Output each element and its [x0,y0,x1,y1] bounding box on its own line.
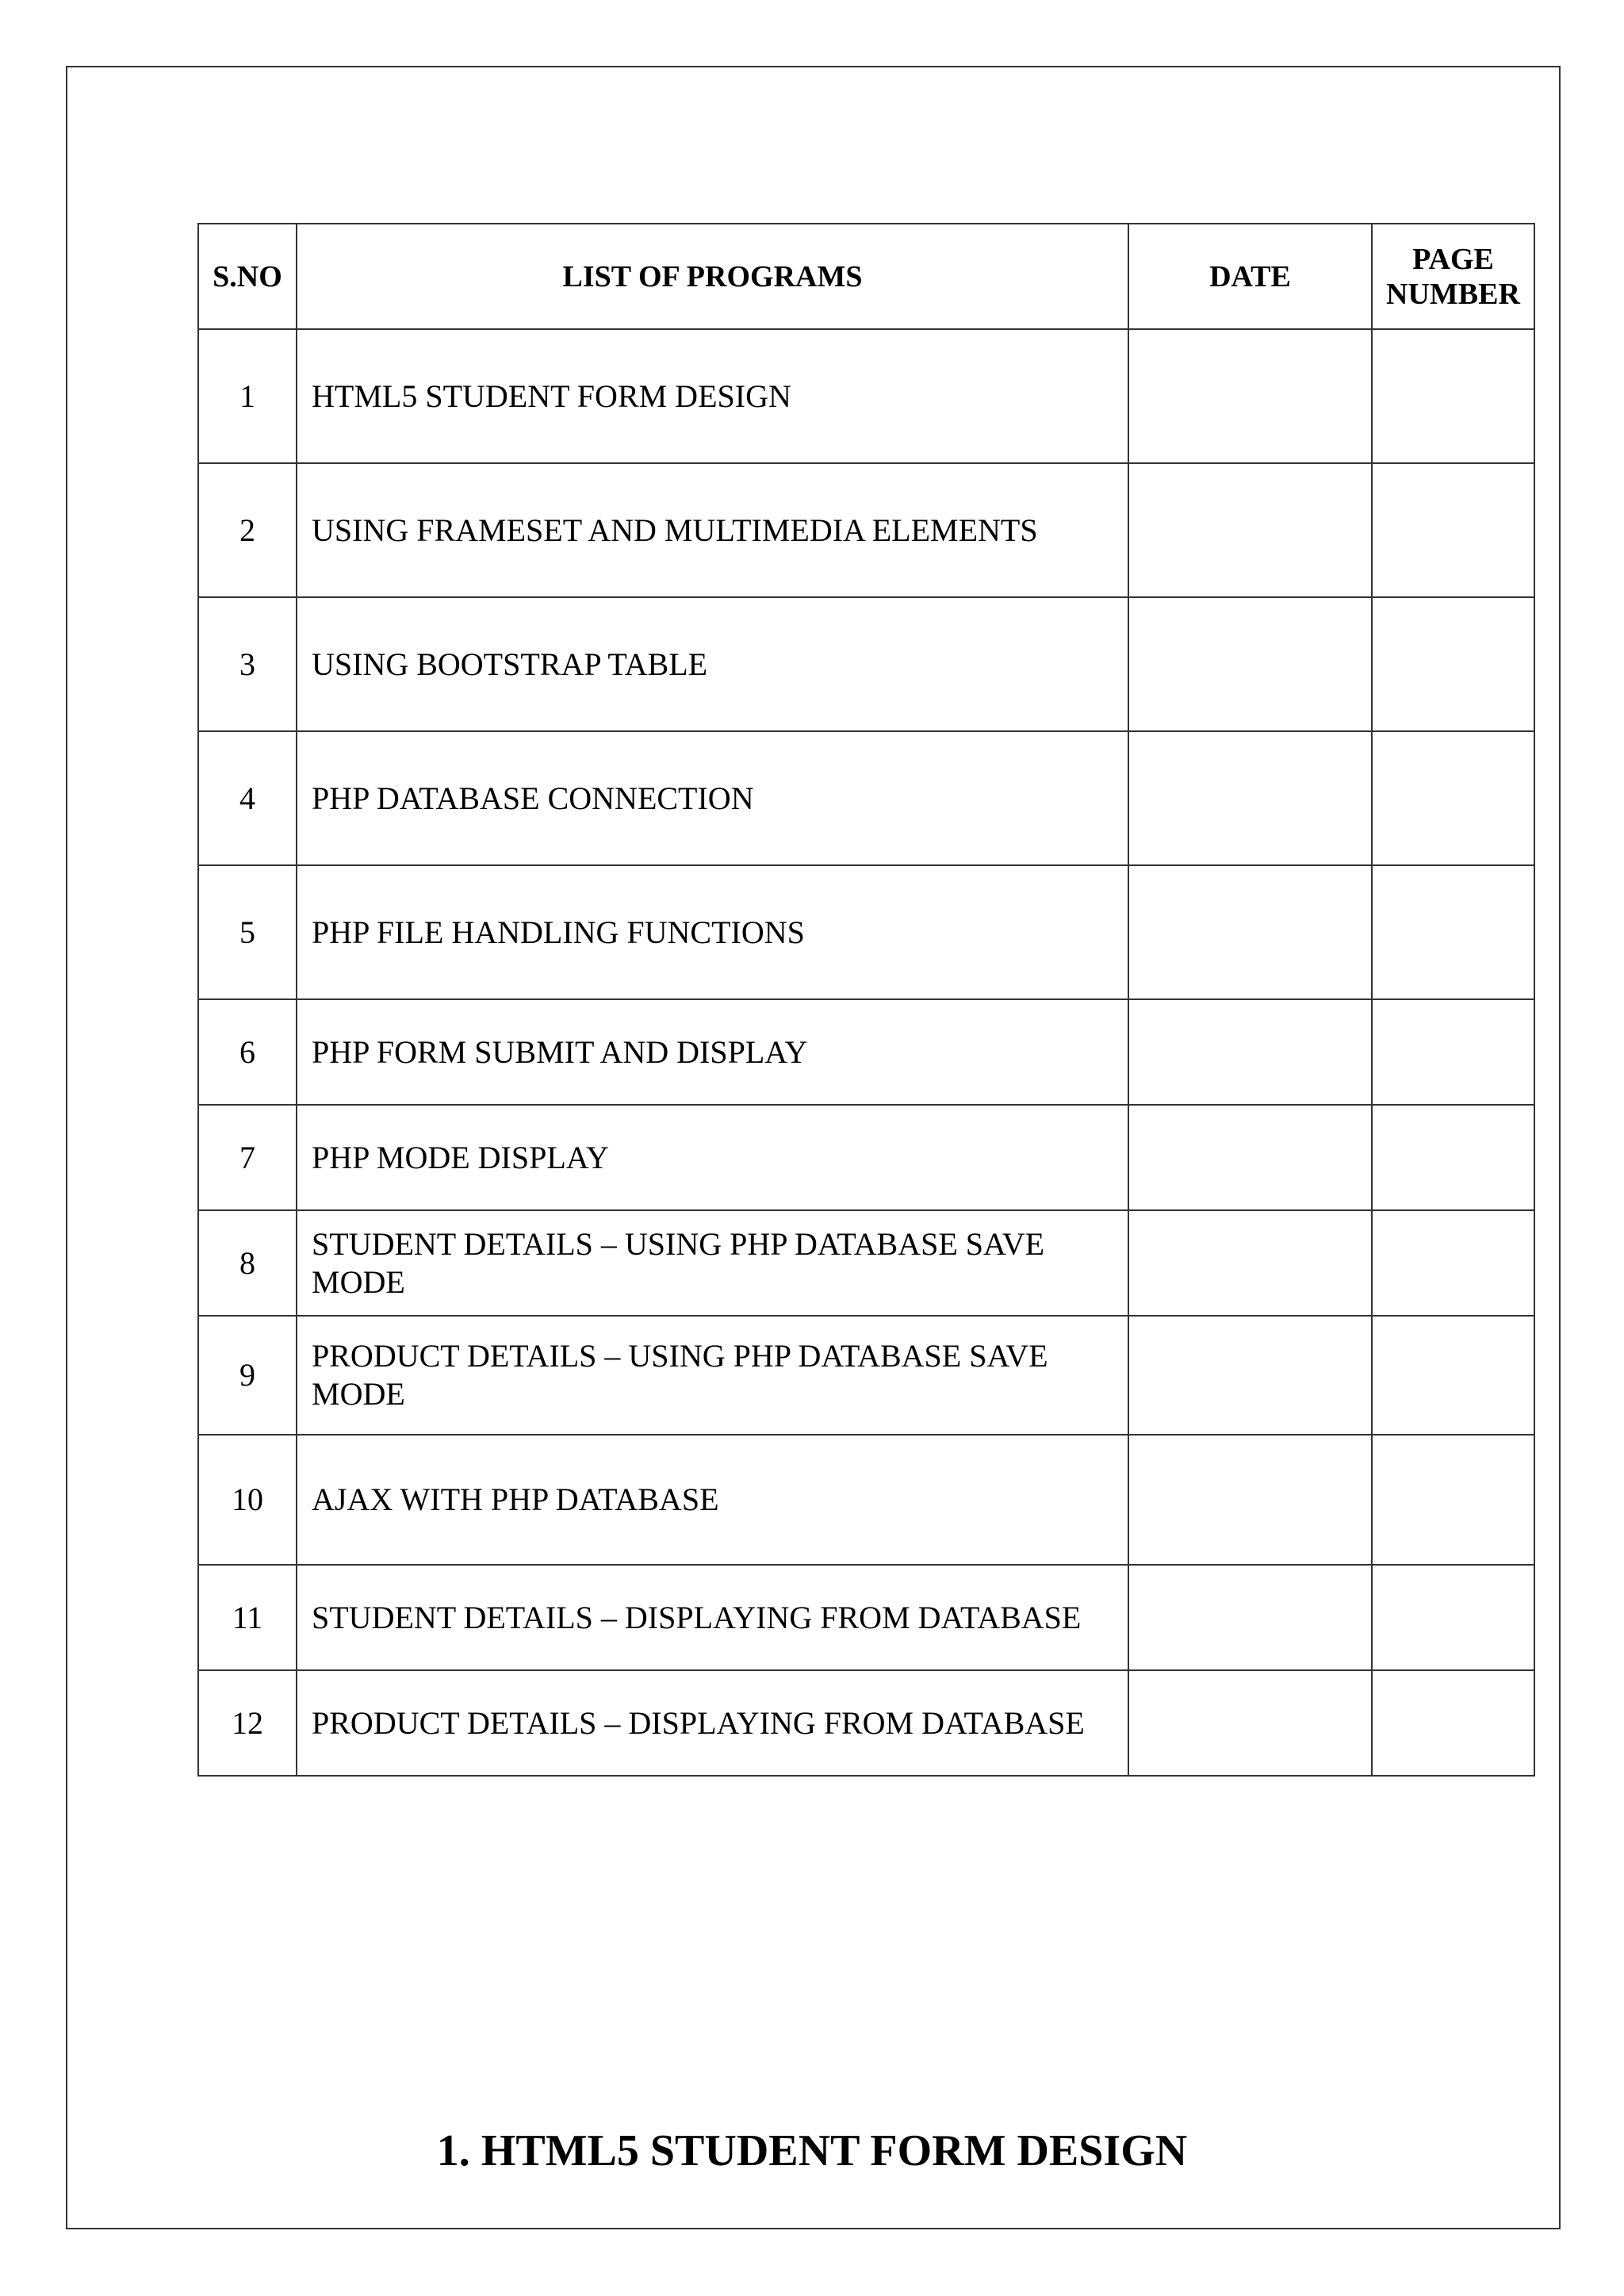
row-sno: 6 [198,999,297,1105]
table-row [198,865,1534,999]
table-row [198,1316,1534,1435]
table-row [198,329,1534,463]
table-header-row [198,224,1534,329]
table-row [198,1565,1534,1670]
row-page [1372,463,1534,597]
header-page-number [1372,224,1534,329]
table-row [198,731,1534,865]
table-row [198,1210,1534,1316]
row-program: USING BOOTSTRAP TABLE [297,597,1128,731]
row-date [1128,731,1372,865]
header-page-number-line1: PAGE [1412,242,1494,276]
row-page [1372,329,1534,463]
row-sno: 8 [198,1210,297,1316]
row-sno: 9 [198,1316,297,1435]
row-sno: 11 [198,1565,297,1670]
row-date [1128,463,1372,597]
row-date [1128,865,1372,999]
row-sno: 12 [198,1670,297,1776]
header-page-number-line2: NUMBER [1386,277,1520,311]
row-program: PHP DATABASE CONNECTION [297,731,1128,865]
header-sno: S.NO [198,224,297,329]
row-program: STUDENT DETAILS – USING PHP DATABASE SAVE MODE [297,1210,1128,1316]
table-row [198,1105,1534,1210]
row-program: PHP MODE DISPLAY [297,1105,1128,1210]
row-sno: 4 [198,731,297,865]
row-page [1372,1316,1534,1435]
row-page [1372,999,1534,1105]
row-date [1128,1565,1372,1670]
row-page [1372,1210,1534,1316]
row-page [1372,1435,1534,1565]
table-row [198,1435,1534,1565]
row-program: USING FRAMESET AND MULTIMEDIA ELEMENTS [297,463,1128,597]
row-date [1128,597,1372,731]
header-programs: LIST OF PROGRAMS [297,224,1128,329]
row-sno: 5 [198,865,297,999]
row-page [1372,1105,1534,1210]
header-date: DATE [1128,224,1372,329]
row-date [1128,999,1372,1105]
table-row [198,1670,1534,1776]
row-date [1128,1435,1372,1565]
row-date [1128,1105,1372,1210]
row-page [1372,1670,1534,1776]
row-sno: 2 [198,463,297,597]
row-page [1372,597,1534,731]
row-program: PRODUCT DETAILS – USING PHP DATABASE SAVE MODE [297,1316,1128,1435]
section-title: 1. HTML5 STUDENT FORM DESIGN [436,2126,1188,2175]
row-program: PHP FILE HANDLING FUNCTIONS [297,865,1128,999]
row-program: HTML5 STUDENT FORM DESIGN [297,329,1128,463]
row-program: STUDENT DETAILS – DISPLAYING FROM DATABASE [297,1565,1128,1670]
row-date [1128,1210,1372,1316]
row-page [1372,731,1534,865]
row-sno: 10 [198,1435,297,1565]
row-date [1128,1316,1372,1435]
row-sno: 7 [198,1105,297,1210]
row-page [1372,1565,1534,1670]
programs-table [197,223,1535,1777]
row-date [1128,329,1372,463]
row-program: PHP FORM SUBMIT AND DISPLAY [297,999,1128,1105]
row-program: PRODUCT DETAILS – DISPLAYING FROM DATABASE [297,1670,1128,1776]
row-sno: 1 [198,329,297,463]
table-row [198,463,1534,597]
row-program: AJAX WITH PHP DATABASE [297,1435,1128,1565]
row-page [1372,865,1534,999]
table-row [198,597,1534,731]
table-row [198,999,1534,1105]
row-sno: 3 [198,597,297,731]
row-date [1128,1670,1372,1776]
